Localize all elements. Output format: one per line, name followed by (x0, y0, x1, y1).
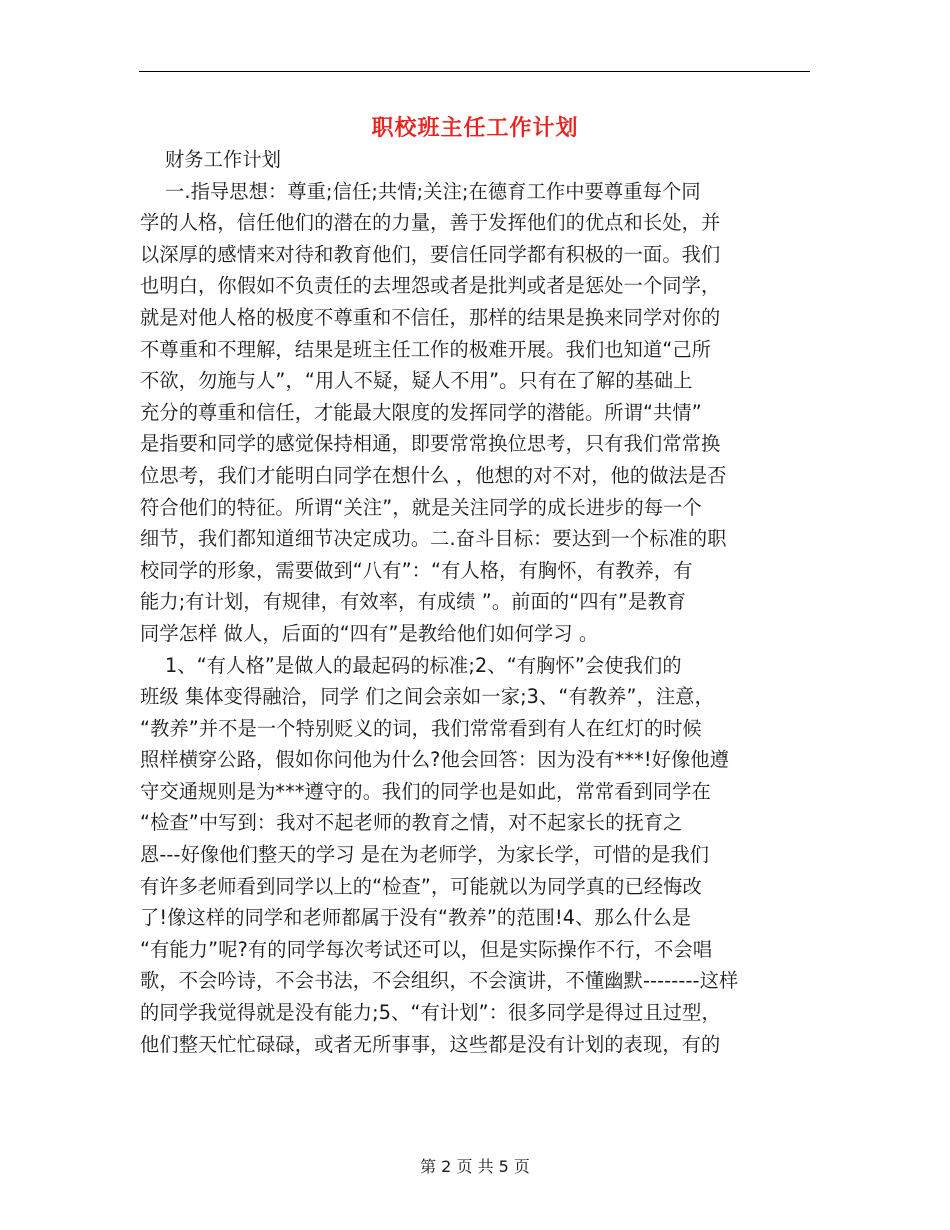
body-line: 细节，我们都知道细节决定成功。二.奋斗目标：要达到一个标准的职 (140, 527, 727, 551)
header-rule (139, 71, 810, 72)
body-line: 歌，不会吟诗，不会书法，不会组织，不会演讲，不懂幽默--------这样 (140, 969, 739, 993)
body-line: 学的人格，信任他们的潜在的力量，善于发挥他们的优点和长处，并 (140, 211, 721, 235)
document-body (140, 144, 815, 1060)
body-line: 就是对他人格的极度不尊重和不信任，那样的结果是换来同学对你的 (140, 305, 721, 329)
body-line: 的同学我觉得就是没有能力;5、“有计划”：很多同学是得过且过型， (140, 1001, 721, 1025)
body-line: 1、“有人格”是做人的最起码的标准;2、“有胸怀”会使我们的 (140, 653, 682, 677)
body-line: 能力;有计划，有规律，有效率，有成绩 ”。前面的“四有”是教育 (140, 590, 687, 614)
body-line: 班级 集体变得融洽，同学 们之间会亲如一家;3、“有教养”，注意， (140, 685, 715, 709)
body-line: 也明白，你假如不负责任的去埋怨或者是批判或者是惩处一个同学， (140, 274, 721, 298)
document-title: 职校班主任工作计划 (371, 116, 579, 141)
body-line: 不欲，勿施与人”，“用人不疑，疑人不用”。只有在了解的基础上 (140, 369, 693, 393)
body-line: 是指要和同学的感觉保持相通，即要常常换位思考，只有我们常常换 (140, 432, 721, 456)
body-line: 充分的尊重和信任，才能最大限度的发挥同学的潜能。所谓“共情” (140, 400, 702, 424)
body-line: 有许多老师看到同学以上的“检查”，可能就以为同学真的已经悔改 (140, 874, 702, 898)
body-line: 同学怎样 做人，后面的“四有”是教给他们如何学习 。 (140, 621, 599, 645)
page-number-footer: 第 2 页 共 5 页 (420, 1157, 530, 1176)
body-line: 位思考，我们才能明白同学在想什么 ，他想的对不对，他的做法是否 (140, 463, 727, 487)
body-line: 以深厚的感情来对待和教育他们，要信任同学都有积极的一面。我们 (140, 242, 721, 266)
body-line: 一.指导思想：尊重;信任;共情;关注;在德育工作中要尊重每个同 (140, 179, 701, 203)
body-line: 守交通规则是为***遵守的。我们的同学也是如此，常常看到同学在 (140, 779, 711, 803)
body-line: 恩---好像他们整天的学习 是在为老师学，为家长学，可惜的是我们 (140, 843, 710, 867)
body-line: “检查”中写到：我对不起老师的教育之情，对不起家长的抚育之 (140, 811, 683, 835)
body-line: 符合他们的特征。所谓“关注”，就是关注同学的成长进步的每一个 (140, 495, 702, 519)
body-line: “有能力”呢?有的同学每次考试还可以，但是实际操作不行，不会唱 (140, 937, 713, 961)
body-line: 财务工作计划 (140, 148, 282, 171)
body-line: 校同学的形象，需要做到“八有”：“有人格，有胸怀，有教养，有 (140, 558, 693, 582)
body-line: 照样横穿公路，假如你问他为什么?他会回答：因为没有***!好像他遵 (140, 748, 730, 772)
body-line: 不尊重和不理解，结果是班主任工作的极难开展。我们也知道“己所 (140, 337, 712, 361)
body-line: 了!像这样的同学和老师都属于没有“教养”的范围!4、那么什么是 (140, 906, 692, 930)
body-line: “教养”并不是一个特别贬义的词，我们常常看到有人在红灯的时候 (140, 716, 702, 740)
body-line: 他们整天忙忙碌碌，或者无所事事，这些都是没有计划的表现，有的 (140, 1032, 721, 1056)
